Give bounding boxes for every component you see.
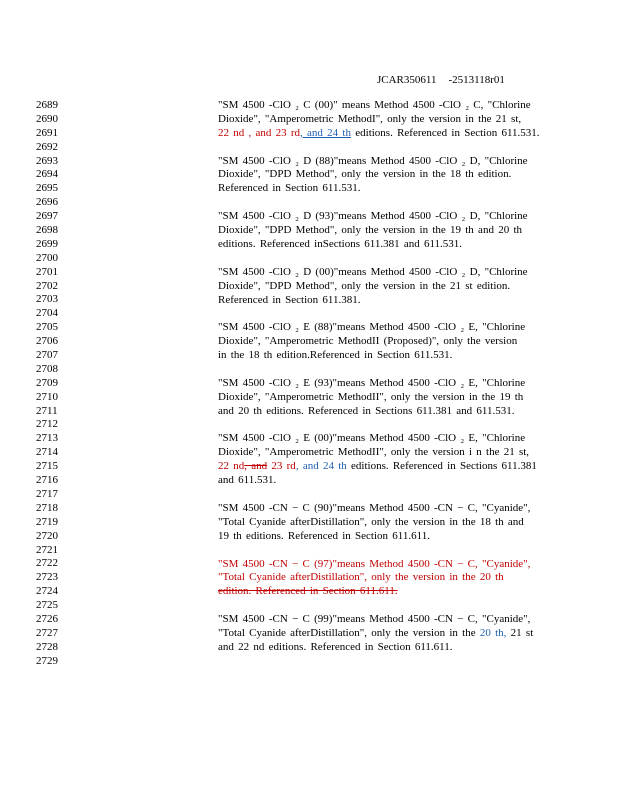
text-line: "SM 4500 -ClO ₂ D (88)"means Method 4500 -ClO ₂ D, "Chlorine: [218, 154, 528, 167]
text-line: Dioxide", "Amperometric MethodII (Proposed)", only the version: [218, 335, 518, 348]
tracked-deletion: , and: [244, 460, 268, 473]
line-number: 2708: [36, 362, 58, 375]
line-number: 2702: [36, 279, 58, 292]
text-line: [218, 126, 540, 141]
line-number: 2717: [36, 487, 58, 500]
line-number: 2728: [36, 640, 58, 653]
line-number: 2715: [36, 460, 58, 473]
line-number: 2694: [36, 168, 58, 181]
line-number: 2701: [36, 265, 58, 278]
tracked-insertion: , and 24 th: [295, 460, 347, 473]
paragraph-clo2-d-93: [218, 210, 533, 252]
line-number: 2724: [36, 585, 58, 598]
text-line: 19 th editions. Referenced in Section 611.611.: [218, 529, 430, 542]
text-run: "Total Cyanide afterDistillation", only the version in the: [218, 627, 480, 639]
line-number: 2718: [36, 501, 58, 514]
line-number: 2709: [36, 376, 58, 389]
line-number: 2705: [36, 321, 58, 334]
text-line: "SM 4500 -ClO ₂ E (93)"means Method 4500 -ClO ₂ E, "Chlorine: [218, 376, 526, 389]
line-number: 2711: [36, 404, 58, 417]
paragraph-clo2-c-00: [218, 99, 540, 141]
text-line: Dioxide", "Amperometric MethodII", only the version i n the 21 st,: [218, 446, 530, 459]
line-number: 2706: [36, 335, 58, 348]
text-run: 21 st: [506, 627, 534, 639]
text-line: Dioxide", "Amperometric MethodII", only the version in the 19 th: [218, 390, 524, 403]
text-line: Referenced in Section 611.381.: [218, 293, 361, 306]
document-code: JCAR350611: [377, 74, 437, 86]
paragraph-clo2-d-88: [218, 155, 533, 197]
line-number: 2712: [36, 418, 58, 431]
line-number: 2714: [36, 446, 58, 459]
line-number: 2710: [36, 390, 58, 403]
text-line: "SM 4500 -ClO ₂ D (00)"means Method 4500 -ClO ₂ D, "Chlorine: [218, 265, 528, 278]
line-number: 2713: [36, 432, 58, 445]
text-line: edition. Referenced in Section 611.611.: [218, 585, 398, 598]
line-number: 2698: [36, 224, 58, 237]
text-line: [218, 627, 533, 641]
document-version: -2513118r01: [448, 74, 505, 86]
line-number: 2693: [36, 154, 58, 167]
text-line: in the 18 th edition.Referenced in Section 611.531.: [218, 349, 453, 362]
text-line: "SM 4500 -CN − C (97)"means Method 4500 -CN − C, "Cyanide",: [218, 557, 531, 570]
text-run: editions. Referenced in Section 611.531.: [351, 126, 540, 139]
tracked-deletion: 23 rd: [267, 460, 296, 473]
line-number: 2716: [36, 474, 58, 487]
line-number: 2700: [36, 251, 58, 264]
line-number: 2720: [36, 529, 58, 542]
text-line: "SM 4500 -ClO ₂ E (00)"means Method 4500 -ClO ₂ E, "Chlorine: [218, 432, 526, 445]
text-line: "SM 4500 -ClO ₂ D (93)"means Method 4500 -ClO ₂ D, "Chlorine: [218, 210, 528, 223]
text-line: "SM 4500 -ClO ₂ C (00)" means Method 4500 -ClO ₂ C, "Chlorine: [218, 99, 531, 111]
text-line: "SM 4500 -ClO ₂ E (88)"means Method 4500 -ClO ₂ E, "Chlorine: [218, 321, 526, 334]
paragraph-cn-c-97-deleted: [218, 558, 533, 600]
text-line: "Total Cyanide afterDistillation", only the version in the 20 th: [218, 571, 504, 584]
text-line: editions. Referenced inSections 611.381 and 611.531.: [218, 237, 463, 250]
text-line: [218, 460, 537, 474]
text-line: "SM 4500 -CN − C (99)"means Method 4500 -CN − C, "Cyanide",: [218, 613, 531, 626]
line-number: 2727: [36, 626, 58, 639]
paragraph-clo2-e-00: [218, 432, 537, 488]
text-line: Referenced in Section 611.531.: [218, 182, 361, 195]
line-number: 2697: [36, 210, 58, 223]
paragraph-clo2-e-88: [218, 321, 533, 363]
line-number: 2703: [36, 293, 58, 306]
line-number: 2726: [36, 612, 58, 625]
line-number: 2696: [36, 196, 58, 209]
line-number: 2729: [36, 654, 58, 667]
text-line: Dioxide", "DPD Method", only the version in the 21 st edition.: [218, 279, 511, 292]
text-run: editions. Referenced in Sections 611.381: [346, 460, 537, 473]
paragraph-clo2-d-00: [218, 266, 533, 308]
document-header: [377, 74, 505, 86]
text-line: "Total Cyanide afterDistillation", only the version in the 18 th and: [218, 515, 524, 528]
line-number: 2723: [36, 571, 58, 584]
tracked-insertion: 20 th,: [479, 627, 507, 639]
line-number: 2690: [36, 112, 58, 125]
line-number: 2722: [36, 557, 58, 570]
line-number: 2692: [36, 140, 58, 153]
line-number: 2689: [36, 99, 58, 111]
line-number: 2719: [36, 515, 58, 528]
line-number: 2695: [36, 182, 58, 195]
text-line: and 611.531.: [218, 474, 277, 487]
line-number: 2699: [36, 237, 58, 250]
text-line: and 20 th editions. Referenced in Sections 611.381 and 611.531.: [218, 404, 515, 417]
text-line: and 22 nd editions. Referenced in Section 611.611.: [218, 640, 453, 653]
paragraph-cn-c-99: [218, 613, 533, 655]
line-number: 2704: [36, 307, 58, 320]
paragraph-cn-c-90: [218, 502, 533, 544]
text-line: "SM 4500 -CN − C (90)"means Method 4500 -CN − C, "Cyanide",: [218, 501, 531, 514]
text-line: Dioxide", "DPD Method", only the version in the 19 th and 20 th: [218, 224, 522, 237]
text-line: Dioxide", "Amperometric MethodI", only the version in the 21 st,: [218, 112, 522, 125]
tracked-deletion: 22 nd: [218, 460, 245, 473]
line-number: 2707: [36, 349, 58, 362]
tracked-insertion: , and 24 th: [300, 126, 351, 139]
paragraph-clo2-e-93: [218, 377, 533, 419]
text-line: Dioxide", "DPD Method", only the version in the 18 th edition.: [218, 168, 512, 181]
line-number: 2721: [36, 543, 58, 556]
document-body: [218, 99, 540, 669]
line-number: 2691: [36, 126, 58, 139]
line-number-column: [36, 99, 58, 669]
line-number: 2725: [36, 599, 58, 612]
tracked-deletion: 22 nd , and 23 rd: [218, 126, 301, 139]
